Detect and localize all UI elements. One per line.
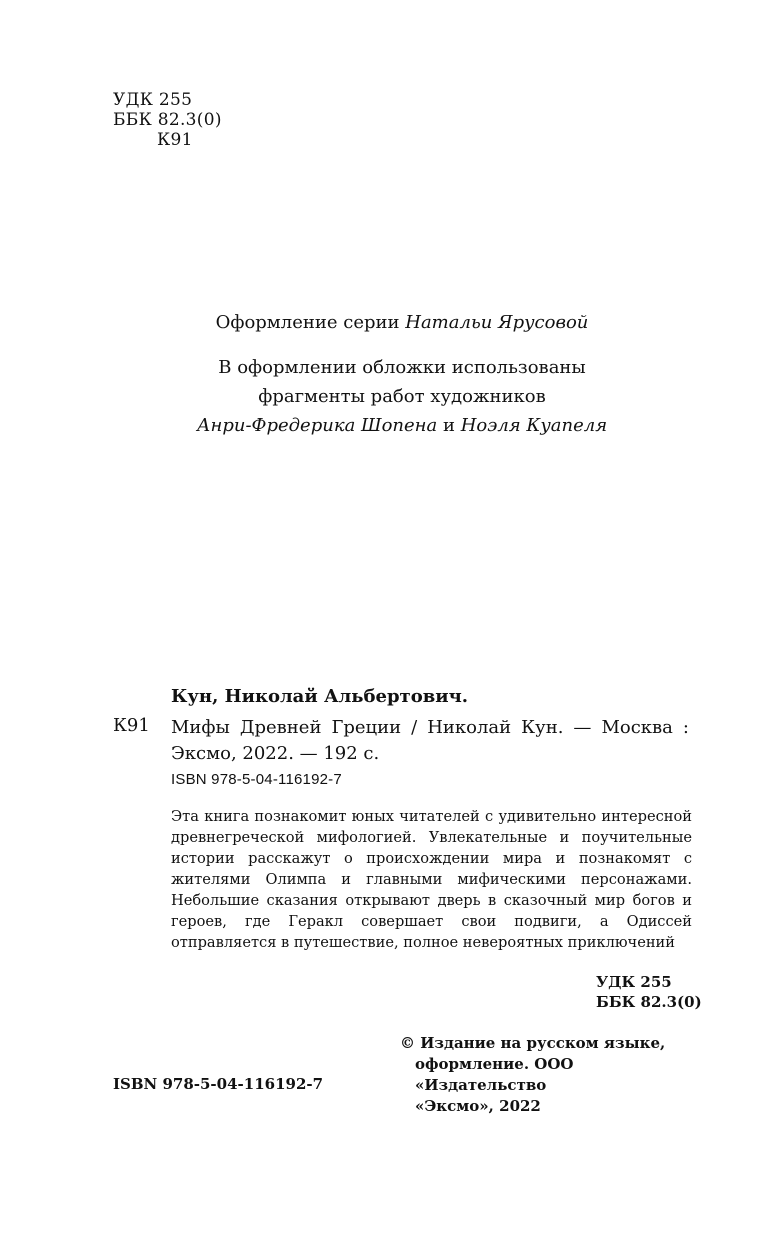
bbk-code-bottom: ББК 82.3(0) [596,993,702,1011]
classification-codes-top [113,90,222,150]
copyright-line-1: © Издание на русском языке, [400,1034,666,1052]
artist-conjunction: и [442,415,455,436]
classification-codes-bottom [596,972,702,1012]
bbk-code: ББК 82.3(0) [113,110,222,130]
udk-code: УДК 255 [113,90,193,110]
design-credits [0,308,768,440]
author-mark: К91 [157,130,193,150]
book-annotation: Эта книга познакомит юных читателей с удивительно интересной древнегреческой мифологией. Увлекательные и поучительные истории расскажут о происхождении мира и познакомят с жителями Олимпа и главными мифическими персонажами. Небольшие сказания открывают дверь в сказочный мир богов и героев, где Геракл совершает свои подвиги, а Одиссей отправляется в путешествие, полное невероятных приключений [171,808,692,951]
isbn-bottom: ISBN 978-5-04-116192-7 [113,1075,324,1093]
copyright-line-3: «Эксмо», 2022 [415,1097,541,1115]
artist-name-1: Анри-Фредерика Шопена [196,415,438,436]
series-designer-name: Натальи Ярусовой [405,312,589,333]
cover-credit-line-1: В оформлении обложки использованы [218,357,586,378]
udk-code-bottom: УДК 255 [596,973,672,991]
catalog-code: К91 [113,715,150,736]
series-design-line [0,308,768,337]
catalog-isbn: ISBN 978-5-04-116192-7 [171,771,342,788]
artist-name-2: Ноэля Куапеля [460,415,608,436]
copyright-line-2: оформление. ООО «Издательство [415,1055,574,1094]
copyright-notice [400,1033,700,1117]
catalog-author: Кун, Николай Альбертович. [171,686,469,707]
catalog-description: Мифы Древней Греции / Николай Кун. — Москва : Эксмо, 2022. — 192 с. [171,717,689,764]
series-design-prefix: Оформление серии [215,312,400,333]
cover-credit-line-2: фрагменты работ художников [258,386,546,407]
cover-artists-line [0,411,768,440]
